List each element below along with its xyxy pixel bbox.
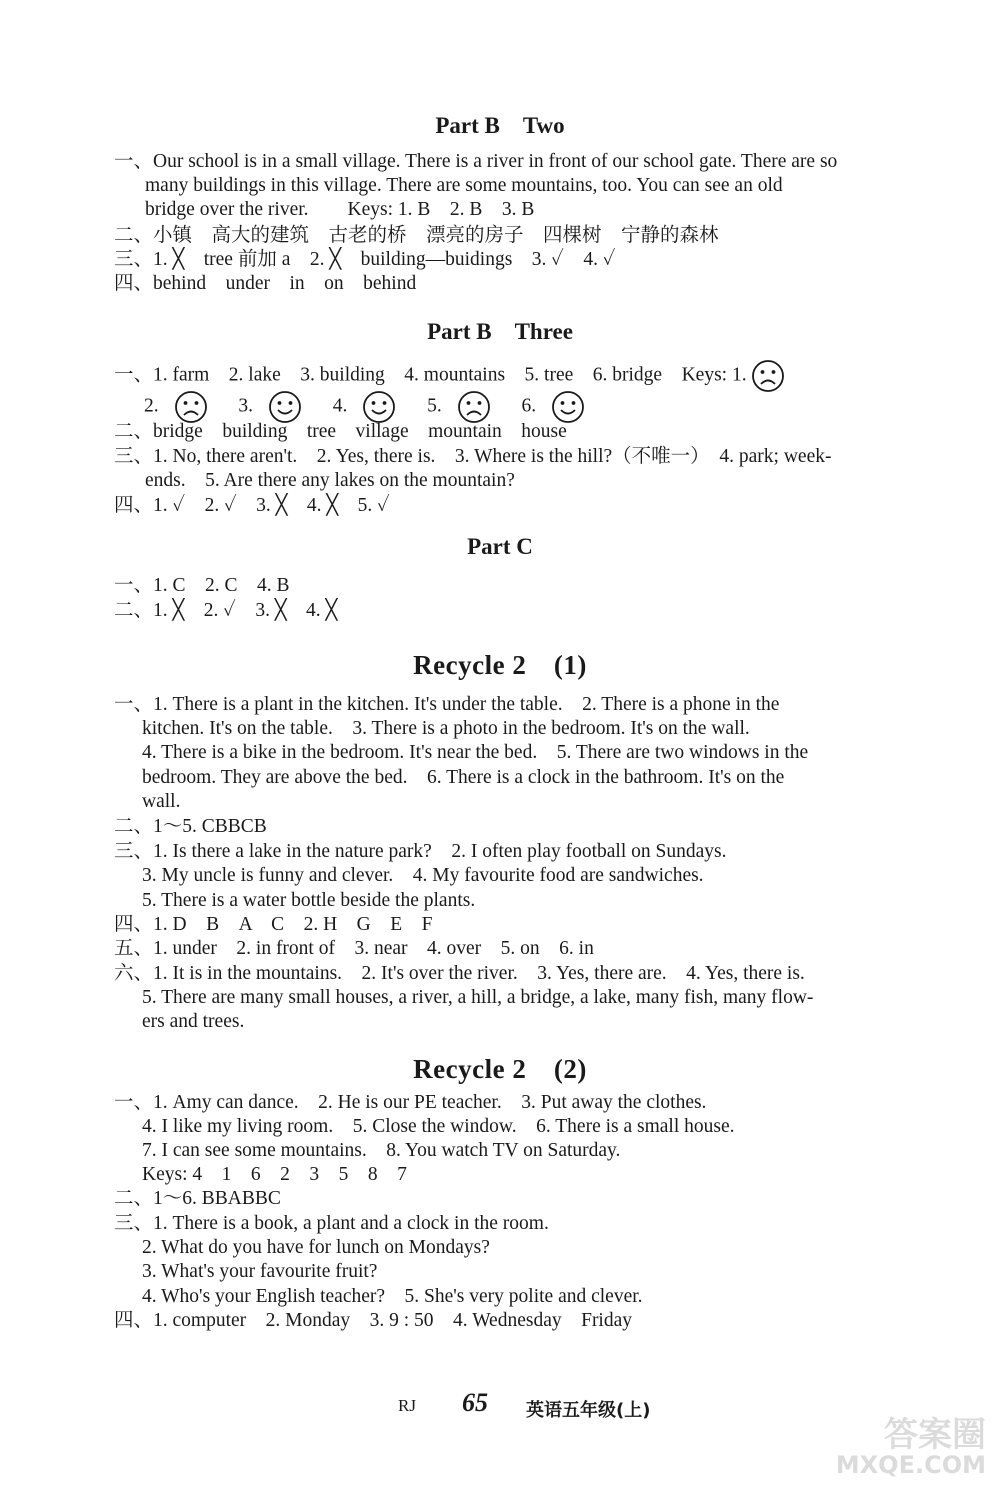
text-line: 三、1. There is a book, a plant and a clock in the room. xyxy=(114,1213,549,1234)
text-line: bedroom. They are above the bed. 6. There is a clock in the bathroom. It's on the xyxy=(142,767,785,788)
text-line: 三、1. Is there a lake in the nature park? 2. I often play football on Sundays. xyxy=(114,841,727,862)
watermark-text-bottom: MXQE.COM xyxy=(835,1451,986,1479)
sad-face-icon xyxy=(174,390,208,424)
happy-face-icon xyxy=(551,390,585,424)
heading-part-b-two: Part B Two xyxy=(435,113,565,138)
faces-row xyxy=(144,390,585,424)
sad-face-icon xyxy=(457,390,491,424)
text-line: 3. What's your favourite fruit? xyxy=(142,1261,378,1282)
text-segment: 一、1. farm 2. lake 3. building 4. mountains 5. tree 6. bridge Keys: 1. xyxy=(114,364,747,386)
text-line: ers and trees. xyxy=(142,1011,245,1032)
face-label: 6. xyxy=(521,395,537,417)
sad-face-icon xyxy=(751,359,785,393)
text-line: 四、behind under in on behind xyxy=(114,273,417,294)
text-line: 一、1. C 2. C 4. B xyxy=(114,575,290,596)
text-line: many buildings in this village. There are some mountains, too. You can see an old xyxy=(145,175,783,196)
text-line: 一、1. There is a plant in the kitchen. It's under the table. 2. There is a phone in the xyxy=(114,694,780,715)
text-line-with-face xyxy=(114,359,785,393)
text-line: 二、1～5. CBBCB xyxy=(114,816,267,837)
text-line: 三、1. ╳ tree 前加 a 2. ╳ building—buidings 3. ✓ 4. ✓ xyxy=(114,249,616,270)
face-label: 2. xyxy=(144,395,159,417)
text-line: 4. I like my living room. 5. Close the window. 6. There is a small house. xyxy=(142,1116,735,1137)
text-line: 二、1. ╳ 2. ✓ 3. ╳ 4. ╳ xyxy=(114,600,338,621)
text-line: 五、1. under 2. in front of 3. near 4. over 5. on 6. in xyxy=(114,938,594,959)
watermark-text-top: 答案圈 xyxy=(884,1415,986,1455)
text-line: 二、小镇 高大的建筑 古老的桥 漂亮的房子 四棵树 宁静的森林 xyxy=(114,225,719,246)
face-label: 3. xyxy=(238,395,253,417)
footer-series: RJ xyxy=(398,1396,416,1415)
text-line: 三、1. No, there aren't. 2. Yes, there is. 3. Where is the hill?（不唯一） 4. park; week- xyxy=(114,446,832,467)
text-line: 四、1. computer 2. Monday 3. 9 : 50 4. Wednesday Friday xyxy=(114,1310,633,1331)
text-line: 5. There are many small houses, a river, a hill, a bridge, a lake, many fish, many flow- xyxy=(142,987,814,1008)
page-number: 65 xyxy=(462,1388,488,1417)
happy-face-icon xyxy=(268,390,302,424)
text-line: 5. There is a water bottle beside the plants. xyxy=(142,890,476,911)
face-label: 5. xyxy=(427,395,442,417)
text-line: 一、Our school is in a small village. There is a river in front of our school gate. There are so xyxy=(114,151,838,172)
text-line: 一、1. Amy can dance. 2. He is our PE teacher. 3. Put away the clothes. xyxy=(114,1092,707,1113)
text-line: Keys: 4 1 6 2 3 5 8 7 xyxy=(142,1164,407,1185)
text-line: 六、1. It is in the mountains. 2. It's over the river. 3. Yes, there are. 4. Yes, there is. xyxy=(114,963,805,984)
text-line: 二、bridge building tree village mountain house xyxy=(114,421,567,442)
text-line: 4. Who's your English teacher? 5. She's very polite and clever. xyxy=(142,1286,643,1307)
text-line: bridge over the river. Keys: 1. B 2. B 3. B xyxy=(145,199,535,220)
heading-recycle-2-2: Recycle 2 (2) xyxy=(413,1054,587,1084)
text-line: 四、1. ✓ 2. ✓ 3. ╳ 4. ╳ 5. ✓ xyxy=(114,495,390,516)
text-line: 四、1. D B A C 2. H G E F xyxy=(114,914,433,935)
heading-part-b-three: Part B Three xyxy=(427,319,573,344)
text-line: 2. What do you have for lunch on Mondays? xyxy=(142,1237,490,1258)
text-line: kitchen. It's on the table. 3. There is a photo in the bedroom. It's on the wall. xyxy=(142,718,750,739)
heading-part-c: Part C xyxy=(467,534,533,559)
face-label: 4. xyxy=(332,395,348,417)
watermark-logo xyxy=(771,1407,986,1479)
text-line: 二、1～6. BBABBC xyxy=(114,1188,281,1209)
text-line: 7. I can see some mountains. 8. You watch TV on Saturday. xyxy=(142,1140,621,1161)
text-line: ends. 5. Are there any lakes on the mountain? xyxy=(145,470,515,491)
text-line: 4. There is a bike in the bedroom. It's near the bed. 5. There are two windows in the xyxy=(142,742,809,763)
footer-subject: 英语五年级(上) xyxy=(526,1400,651,1421)
text-line: wall. xyxy=(142,791,181,812)
happy-face-icon xyxy=(362,390,396,424)
heading-recycle-2-1: Recycle 2 (1) xyxy=(413,650,587,680)
text-line: 3. My uncle is funny and clever. 4. My favourite food are sandwiches. xyxy=(142,865,704,886)
